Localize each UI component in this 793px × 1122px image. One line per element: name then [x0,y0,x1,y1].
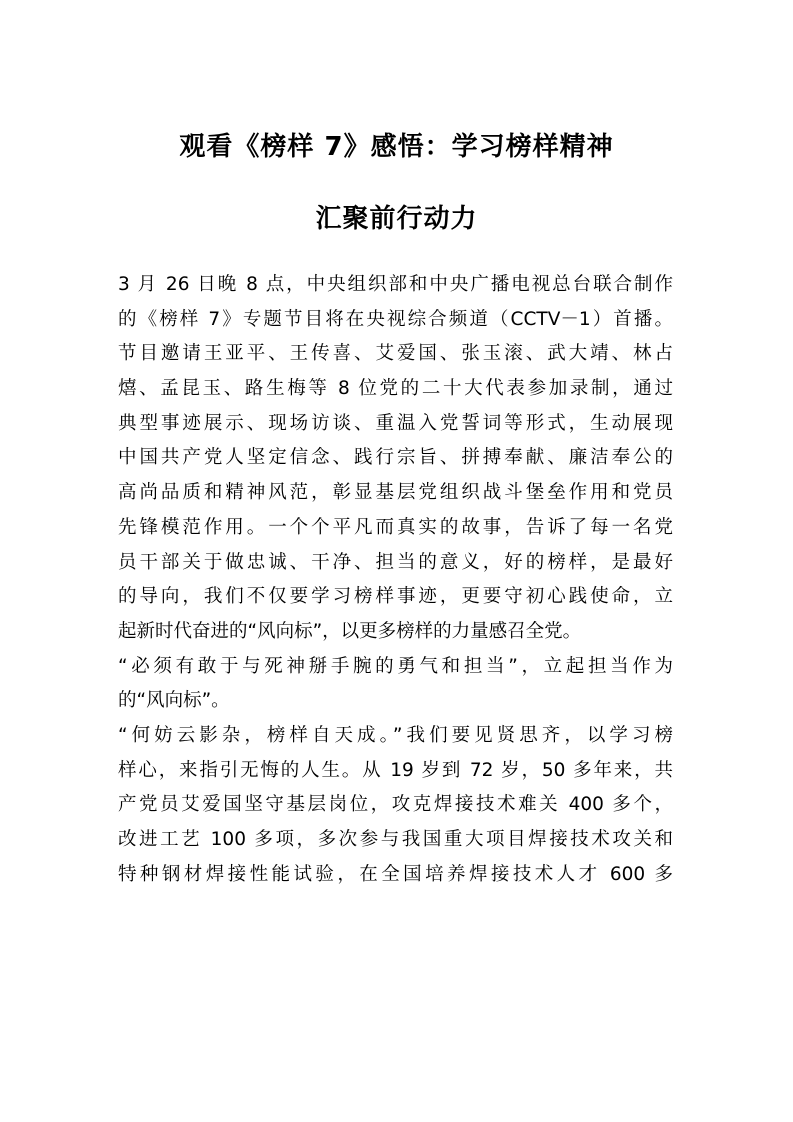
body-line: 中国共产党人坚定信念、践行宗旨、拼搏奉献、廉洁奉公的 [118,447,673,469]
body-line: 员干部关于做忠诚、干净、担当的意义，好的榜样，是最好 [118,551,673,573]
body-line: 产党员艾爱国坚守基层岗位，攻克焊接技术难关 400 多个， [118,794,673,816]
body-line: 改进工艺 100 多项，多次参与我国重大项目焊接技术攻关和 [118,829,673,850]
body-line: “何妨云影杂，榜样自天成。”我们要见贤思齐，以学习榜 [118,724,673,746]
body-line: 的导向，我们不仅要学习榜样事迹，更要守初心践使命，立 [118,586,673,608]
body-line: 起新时代奋进的“风向标”，以更多榜样的力量感召全党。 [118,620,582,642]
body-line: 3 月 26 日晚 8 点，中央组织部和中央广播电视总台联合制作 [118,274,673,295]
document-body [118,268,673,892]
body-line: 高尚品质和精神风范，彰显基层党组织战斗堡垒作用和党员 [118,482,673,504]
body-line: 样心，来指引无悔的人生。从 19 岁到 72 岁，50 多年来，共 [118,759,673,781]
body-line: 的“风向标”。 [118,690,230,712]
body-line: 典型事迹展示、现场访谈、重温入党誓词等形式，生动展现 [118,412,673,434]
body-line: 特种钢材焊接性能试验，在全国培养焊接技术人才 600 多 [118,863,673,885]
document-title-line-1: 观看《榜样 7》感悟：学习榜样精神 [179,132,614,162]
body-line: 节目邀请王亚平、王传喜、艾爱国、张玉滚、武大靖、林占 [118,343,673,365]
body-line: 熺、孟昆玉、路生梅等 8 位党的二十大代表参加录制，通过 [118,378,673,400]
body-line: “必须有敢于与死神掰手腕的勇气和担当”，立起担当作为 [118,655,673,677]
document-title-line-2: 汇聚前行动力 [315,204,478,234]
body-line: 先锋模范作用。一个个平凡而真实的故事，告诉了每一名党 [118,516,673,538]
body-line: 的《榜样 7》专题节目将在央视综合频道（CCTV－1）首播。 [118,308,673,330]
